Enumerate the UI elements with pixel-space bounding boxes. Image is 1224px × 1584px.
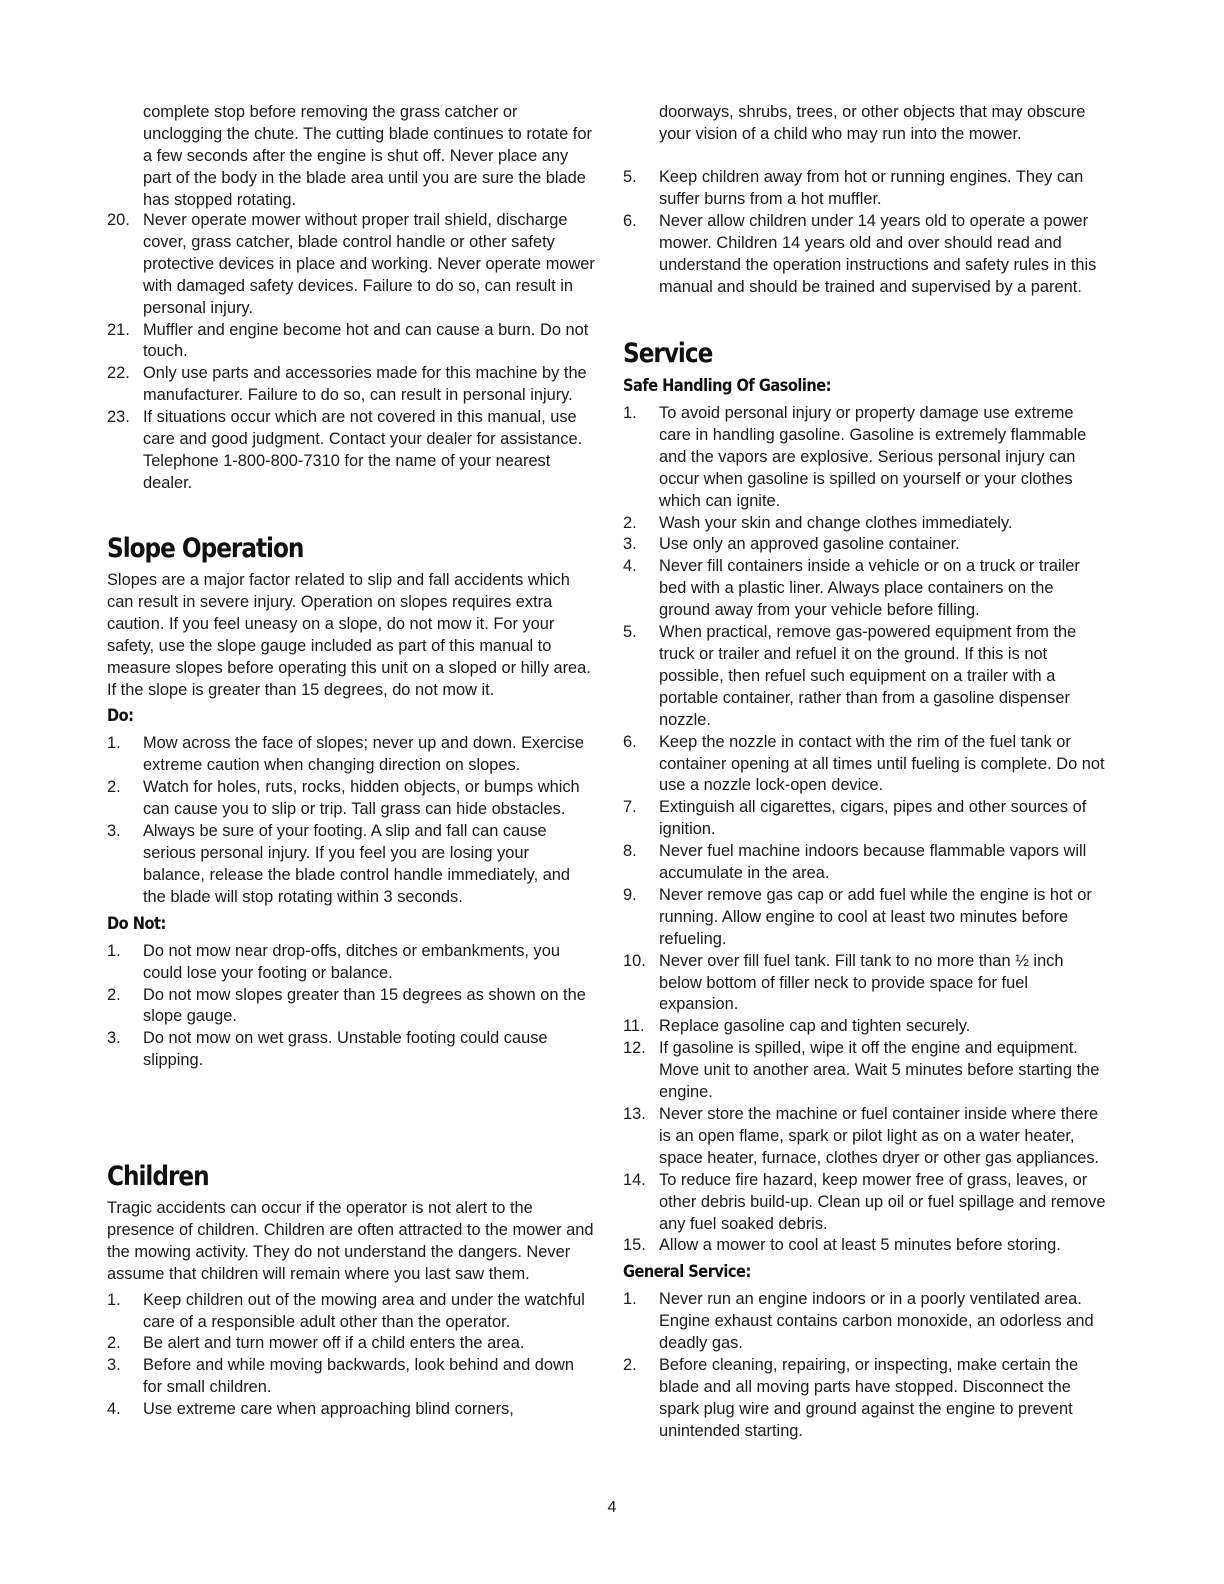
item-number: 12. bbox=[623, 1039, 646, 1058]
service-section bbox=[623, 338, 1109, 1443]
list-item bbox=[107, 1290, 595, 1334]
item-number: 2. bbox=[107, 1334, 121, 1353]
left-numbered-list bbox=[107, 210, 595, 495]
item-text: Allow a mower to cool at least 5 minutes before storing. bbox=[659, 1236, 1061, 1255]
children-section bbox=[107, 1161, 595, 1421]
item-text: Watch for holes, ruts, rocks, hidden objects, or bumps which can cause you to slip or trip. Tall grass can hide obstacles. bbox=[143, 778, 580, 819]
children-list-continued bbox=[623, 167, 1109, 298]
list-item bbox=[107, 1333, 595, 1355]
item-text: Never remove gas cap or add fuel while the engine is hot or running. Allow engine to cool at least two minutes before refueling. bbox=[659, 885, 1092, 948]
list-item bbox=[623, 951, 1109, 1017]
item-number: 3. bbox=[107, 1356, 121, 1375]
item-text: Never fill containers inside a vehicle or on a truck or trailer bed with a plastic liner. Always place containers on the ground away from your vehicle before filling. bbox=[659, 557, 1080, 620]
list-item bbox=[623, 841, 1109, 885]
do-not-list bbox=[107, 941, 595, 1072]
item-text: Do not mow slopes greater than 15 degrees as shown on the slope gauge. bbox=[143, 985, 586, 1026]
item-text: Use only an approved gasoline container. bbox=[659, 535, 960, 554]
item-text: Replace gasoline cap and tighten securely. bbox=[659, 1017, 971, 1036]
item-number: 3. bbox=[107, 1029, 121, 1048]
item-number: 1. bbox=[623, 404, 637, 422]
item-text: Mow across the face of slopes; never up and down. Exercise extreme caution when changing direction on slopes. bbox=[143, 734, 584, 775]
item-number: 6. bbox=[623, 211, 637, 230]
item-number: 1. bbox=[107, 941, 121, 960]
item-text: Before cleaning, repairing, or inspecting, make certain the blade and all moving parts have stopped. Disconnect the spark plug wire and ground against the engine to prevent unintended starting. bbox=[659, 1356, 1079, 1440]
list-item bbox=[623, 556, 1109, 622]
list-item bbox=[107, 210, 595, 320]
item-text: When practical, remove gas-powered equipment from the truck or trailer and refuel it on the ground. If this is not possible, then refuel such equipment on a trailer with a portable container, rather than from a gasoline dispenser nozzle. bbox=[659, 623, 1077, 729]
list-item bbox=[623, 1170, 1109, 1236]
item-text: Never allow children under 14 years old to operate a power mower. Children 14 years old and over should read and understand the operation instructions and safety rules in this manual and should be trained and supervised by a parent. bbox=[659, 211, 1097, 296]
item-text: Keep the nozzle in contact with the rim of the fuel tank or container opening at all times until fueling is complete. Do not use a nozzle lock-open device. bbox=[659, 732, 1105, 795]
item-text: Be alert and turn mower off if a child enters the area. bbox=[143, 1334, 525, 1353]
item-number: 5. bbox=[623, 623, 637, 642]
do-heading: Do: bbox=[107, 706, 134, 727]
item-text: Keep children away from hot or running engines. They can suffer burns from a hot muffler. bbox=[659, 168, 1084, 208]
item-text: Do not mow near drop-offs, ditches or embankments, you could lose your footing or balance. bbox=[143, 941, 560, 982]
list-item bbox=[107, 821, 595, 909]
list-item bbox=[107, 1355, 595, 1399]
item-number: 2. bbox=[107, 985, 121, 1004]
list-item bbox=[623, 1355, 1109, 1443]
list-item bbox=[107, 320, 595, 364]
item-number: 11. bbox=[623, 1017, 645, 1036]
right-continuation-text: doorways, shrubs, trees, or other objects that may obscure your vision of a child who may run into the mower. bbox=[659, 103, 1086, 143]
list-item bbox=[623, 1289, 1109, 1355]
item-text: Do not mow on wet grass. Unstable footing could cause slipping. bbox=[143, 1029, 548, 1070]
item-text: Never operate mower without proper trail shield, discharge cover, grass catcher, blade control handle or other safety protective devices in place and working. Never operate mower with damaged safety devices. Failure to do so, can result in personal injury. bbox=[143, 211, 595, 317]
item-number: 15. bbox=[623, 1236, 646, 1255]
list-item bbox=[623, 885, 1109, 951]
do-list bbox=[107, 733, 595, 908]
list-item bbox=[623, 797, 1109, 841]
list-item bbox=[623, 167, 1109, 211]
item-text: Only use parts and accessories made for this machine by the manufacturer. Failure to do so, can result in personal injury. bbox=[143, 364, 587, 405]
item-number: 3. bbox=[623, 535, 637, 554]
list-item bbox=[623, 732, 1109, 798]
list-item bbox=[623, 211, 1109, 299]
slope-intro: Slopes are a major factor related to slip and fall accidents which can result in severe injury. Operation on slopes requires extra caution. If you feel uneasy on a slope, do not mow it. For your safety, use the slope gauge included as part of this manual to measure slopes before operating this unit on a sloped or hilly area. If the slope is greater than 15 degrees, do not mow it. bbox=[107, 571, 591, 699]
item-number: 2. bbox=[623, 1356, 637, 1375]
list-item bbox=[623, 513, 1109, 535]
item-number: 6. bbox=[623, 732, 637, 751]
item-number: 23. bbox=[107, 408, 130, 427]
item-text: Muffler and engine become hot and can cause a burn. Do not touch. bbox=[143, 320, 589, 361]
item-number: 1. bbox=[107, 734, 121, 753]
list-item bbox=[107, 407, 595, 495]
list-item bbox=[623, 1016, 1109, 1038]
item-number: 10. bbox=[623, 951, 646, 970]
list-item bbox=[623, 622, 1109, 732]
list-item bbox=[623, 534, 1109, 556]
list-item bbox=[107, 985, 595, 1029]
slope-operation-heading: Slope Operation bbox=[107, 533, 304, 564]
page-number: 4 bbox=[607, 1499, 617, 1516]
item-number: 13. bbox=[623, 1105, 646, 1123]
list-item bbox=[623, 403, 1109, 513]
slope-operation-section bbox=[107, 533, 595, 1072]
item-number: 9. bbox=[623, 885, 637, 904]
do-not-heading: Do Not: bbox=[107, 913, 166, 934]
children-intro: Tragic accidents can occur if the operator is not alert to the presence of children. Children are often attracted to the mower and the mowing activity. They do not understand the dangers. Never assume that children will remain where you last saw them. bbox=[107, 1199, 594, 1283]
item-number: 21. bbox=[107, 320, 130, 339]
item-text: To reduce fire hazard, keep mower free of grass, leaves, or other debris build-up. Clean up oil or fuel spillage and remove any fuel soaked debris. bbox=[659, 1170, 1106, 1233]
item-text: Use extreme care when approaching blind corners, bbox=[143, 1400, 514, 1419]
item-text: Never fuel machine indoors because flammable vapors will accumulate in the area. bbox=[659, 842, 1087, 883]
item-number: 7. bbox=[623, 798, 637, 817]
item-number: 2. bbox=[623, 513, 637, 532]
list-item bbox=[107, 1399, 595, 1421]
item-text: Wash your skin and change clothes immediately. bbox=[659, 513, 1013, 532]
item-number: 1. bbox=[623, 1290, 637, 1309]
list-item bbox=[623, 1235, 1109, 1257]
list-item bbox=[107, 777, 595, 821]
item-text: Never run an engine indoors or in a poorly ventilated area. Engine exhaust contains carbon monoxide, an odorless and deadly gas. bbox=[659, 1290, 1094, 1353]
list-item bbox=[107, 941, 595, 985]
general-service-list bbox=[623, 1289, 1109, 1442]
item-number: 5. bbox=[623, 168, 637, 186]
safe-handling-gasoline-heading: Safe Handling Of Gasoline: bbox=[623, 376, 831, 396]
item-number: 1. bbox=[107, 1290, 121, 1309]
item-number: 4. bbox=[623, 557, 637, 576]
item-number: 22. bbox=[107, 364, 130, 383]
gasoline-list bbox=[623, 403, 1109, 1257]
item-text: Never store the machine or fuel container inside where there is an open flame, spark or pilot light as on a water heater, space heater, furnace, clothes dryer or other gas appliances. bbox=[659, 1105, 1100, 1167]
item-number: 8. bbox=[623, 842, 637, 861]
item-number: 3. bbox=[107, 822, 121, 841]
item-text: Never over fill fuel tank. Fill tank to no more than ½ inch below bottom of filler neck to provide space for fuel expansion. bbox=[659, 951, 1064, 1014]
item-number: 2. bbox=[107, 778, 121, 797]
item-text: Keep children out of the mowing area and under the watchful care of a responsible adult other than the operator. bbox=[143, 1290, 585, 1331]
item-number: 14. bbox=[623, 1170, 646, 1189]
list-item bbox=[623, 1038, 1109, 1104]
general-service-heading: General Service: bbox=[623, 1262, 751, 1283]
item-text: Extinguish all cigarettes, cigars, pipes and other sources of ignition. bbox=[659, 798, 1087, 839]
list-item bbox=[107, 363, 595, 407]
list-item bbox=[623, 1104, 1109, 1170]
item-number: 20. bbox=[107, 211, 130, 229]
left-continuation-text: complete stop before removing the grass catcher or unclogging the chute. The cutting blade continues to rotate for a few seconds after the engine is shut off. Never place any part of the body in the blade area until you are sure the blade has stopped rotating. bbox=[143, 103, 592, 209]
item-text: Always be sure of your footing. A slip and fall can cause serious personal injury. If you feel you are losing your balance, release the blade control handle immediately, and the blade will stop rotating within 3 seconds. bbox=[143, 822, 571, 906]
list-item bbox=[107, 1028, 595, 1072]
item-text: To avoid personal injury or property damage use extreme care in handling gasoline. Gasoline is extremely flammable and the vapors are explosive. Serious personal injury can occur when gasoline is spilled on yourself or your clothes which can ignite. bbox=[659, 404, 1087, 510]
item-text: If situations occur which are not covered in this manual, use care and good judgment. Contact your dealer for assistance. Telephone 1-800-800-7310 for the name of your nearest dealer. bbox=[143, 408, 583, 492]
item-text: Before and while moving backwards, look behind and down for small children. bbox=[143, 1356, 574, 1397]
item-number: 4. bbox=[107, 1400, 121, 1419]
children-list bbox=[107, 1290, 595, 1421]
item-text: If gasoline is spilled, wipe it off the engine and equipment. Move unit to another area. Wait 5 minutes before starting the engine. bbox=[659, 1039, 1100, 1102]
service-heading: Service bbox=[623, 338, 713, 369]
children-heading: Children bbox=[107, 1161, 209, 1192]
list-item bbox=[107, 733, 595, 777]
